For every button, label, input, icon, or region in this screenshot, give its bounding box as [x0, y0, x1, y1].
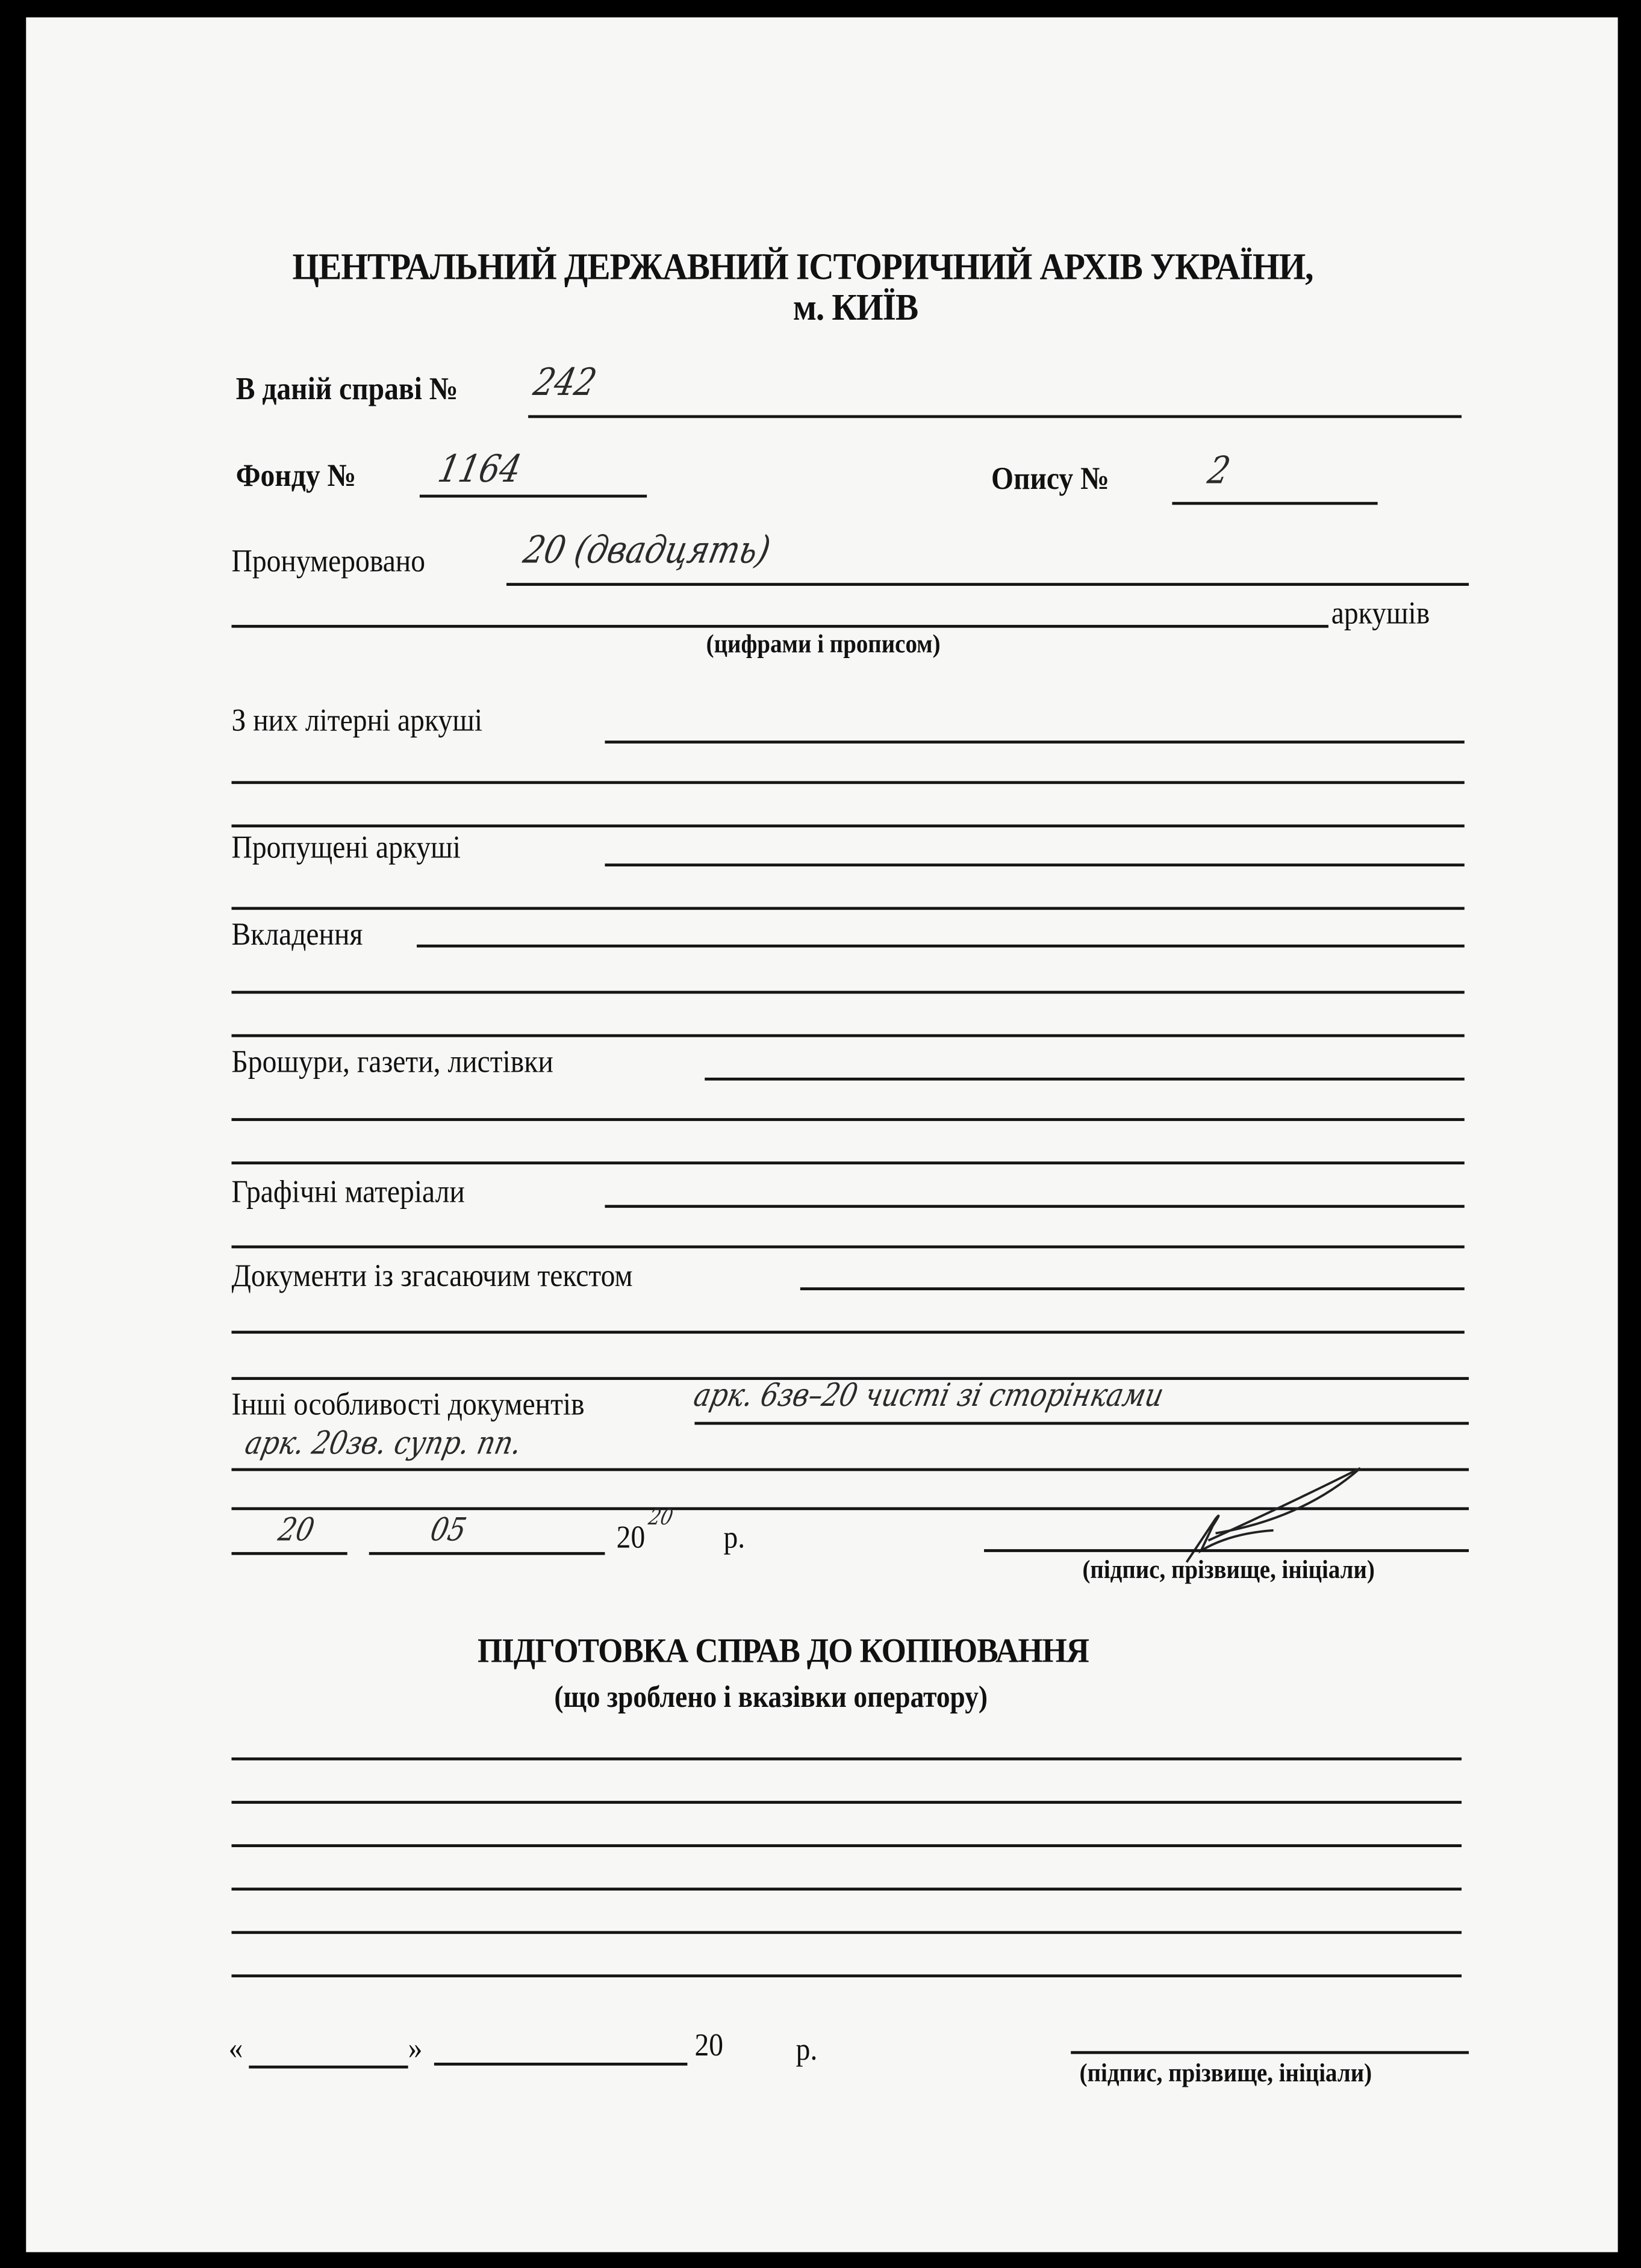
form-line: [231, 1801, 1462, 1804]
day-line: [249, 2066, 408, 2069]
form-line: [231, 1757, 1462, 1760]
year-prefix: 20: [694, 2026, 724, 2063]
fond-line: [420, 495, 647, 498]
preparation-title: ПІДГОТОВКА СПРАВ ДО КОПІЮВАННЯ: [477, 1633, 1089, 1671]
signature-line: [984, 1549, 1469, 1552]
form-line: [231, 1246, 1464, 1249]
signature-hint: (підпис, прізвище, ініціали): [1079, 2058, 1372, 2087]
date-day: 20: [275, 1513, 317, 1550]
month-line: [434, 2063, 688, 2066]
form-line: [231, 1034, 1464, 1037]
date-month: 05: [427, 1513, 470, 1550]
form-line: [231, 1118, 1464, 1121]
form-line: [231, 991, 1464, 994]
case-number-label: В даній справі №: [235, 370, 458, 407]
archive-city: м. КИЇВ: [792, 286, 918, 329]
opys-line: [1172, 502, 1377, 505]
signature-line: [1071, 2051, 1469, 2054]
numbered-hint: (цифрами і прописом): [706, 629, 941, 659]
other-features-value-1: арк. 6зв–20 чисті зі сторінками: [690, 1378, 1167, 1415]
numbered-line-2: [231, 625, 1328, 628]
archive-form-sheet: [26, 17, 1618, 2252]
archive-title: ЦЕНТРАЛЬНИЙ ДЕРЖАВНИЙ ІСТОРИЧНИЙ АРХІВ УКРАЇНИ,: [292, 246, 1313, 288]
brochures-label: Брошури, газети, листівки: [231, 1043, 553, 1080]
form-line: [231, 1844, 1462, 1847]
attachments-label: Вкладення: [231, 915, 363, 952]
case-number-line: [528, 415, 1462, 418]
form-line: [800, 1287, 1465, 1290]
numbered-label: Пронумеровано: [231, 542, 426, 579]
other-features-value-2: арк. 20зв. супр. пп.: [241, 1426, 525, 1462]
form-line: [605, 1205, 1464, 1208]
sheets-label: аркушів: [1331, 594, 1430, 631]
form-line: [231, 907, 1464, 910]
form-line: [231, 824, 1464, 827]
date-month-line: [369, 1552, 605, 1555]
graphics-label: Графічні матеріали: [231, 1173, 465, 1210]
form-line: [231, 1887, 1462, 1891]
form-line: [231, 1931, 1462, 1934]
form-line: [231, 1331, 1464, 1334]
form-line: [231, 1974, 1462, 1977]
date-year-suffix: 20: [646, 1504, 676, 1530]
numbered-value: 20 (двадцять): [519, 529, 774, 573]
date-year-prefix: 20: [616, 1518, 646, 1555]
fond-label: Фонду №: [235, 457, 357, 494]
case-number-value: 242: [529, 361, 600, 405]
opys-value: 2: [1204, 450, 1234, 494]
year-label: р.: [723, 1518, 746, 1555]
signature-hint: (підпис, прізвище, ініціали): [1082, 1555, 1375, 1584]
form-line: [231, 781, 1464, 784]
date-day-line: [231, 1552, 347, 1555]
numbered-line-1: [506, 583, 1469, 586]
form-line: [605, 741, 1464, 744]
form-line: [417, 945, 1465, 948]
form-line: [694, 1422, 1469, 1425]
form-line: [231, 1161, 1464, 1164]
form-line: [605, 863, 1464, 866]
missing-sheets-label: Пропущені аркуші: [231, 828, 461, 865]
close-quote: »: [408, 2029, 423, 2066]
year-label: р.: [796, 2031, 818, 2068]
other-features-label: Інші особливості документів: [231, 1385, 585, 1422]
open-quote: «: [228, 2029, 243, 2066]
opys-label: Опису №: [991, 459, 1109, 497]
preparation-subtitle: (що зроблено і вказівки оператору): [554, 1679, 988, 1714]
fading-text-label: Документи із згасаючим текстом: [231, 1257, 633, 1293]
letter-sheets-label: З них літерні аркуші: [231, 701, 483, 738]
fond-value: 1164: [434, 448, 525, 492]
form-line: [705, 1078, 1465, 1081]
